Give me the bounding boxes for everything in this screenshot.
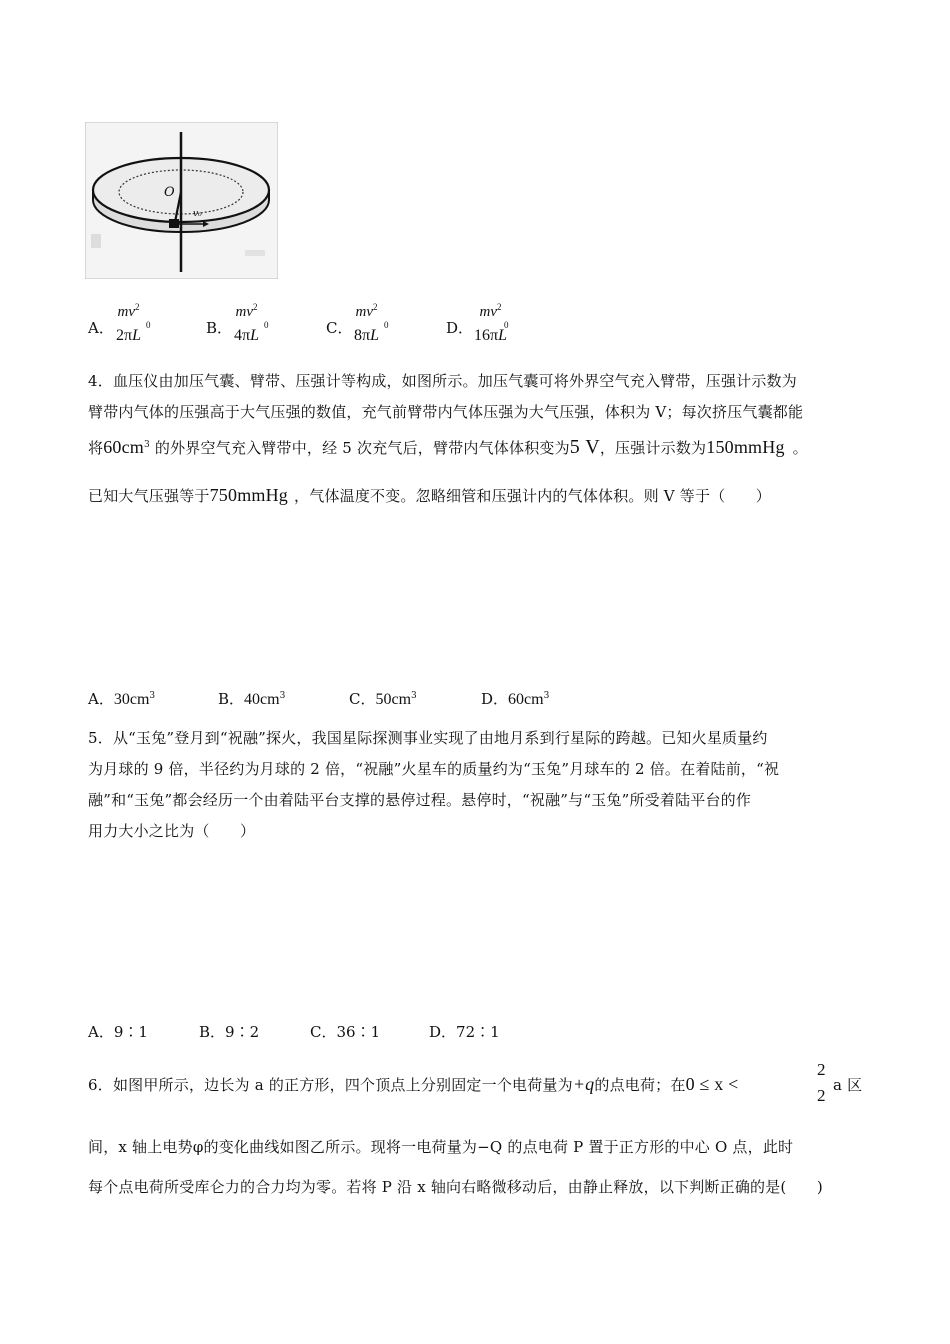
q4-line-3-prefix: 将 (88, 439, 104, 457)
q3-option-fraction (116, 302, 151, 345)
q3-option-letter: A． (88, 319, 114, 337)
q4-line-1: 4．血压仪由加压气囊、臂带、压强计等构成，如图所示。加压气囊可将外界空气充入臂带，压强计示数为 (88, 372, 797, 390)
q3-option-letter: B． (206, 319, 233, 337)
numerator-exponent: 2 (496, 302, 502, 312)
q4-option-value: 50cm (375, 691, 412, 708)
velocity-subscript: 0 (504, 320, 509, 330)
denominator-variable: L (250, 327, 259, 344)
q5-option-c: C．36∶1 (310, 1023, 381, 1041)
numerator-text: mv (355, 304, 373, 320)
q4-option-letter: D． (481, 690, 509, 708)
fraction-denominator (354, 327, 379, 345)
q6-charge-plus-q: +q (572, 1074, 595, 1094)
center-label-o: O (164, 185, 175, 200)
denominator-variable: L (498, 327, 507, 344)
fraction-denominator (474, 327, 507, 345)
q4-option (88, 688, 155, 709)
q3-option-letter: C． (326, 319, 353, 337)
q3-option-fraction (354, 302, 389, 345)
q4-option-exponent: 3 (149, 691, 156, 701)
numerator-exponent: 2 (372, 302, 378, 312)
numerator-exponent: 2 (134, 302, 140, 312)
denominator-coefficient: 2π (116, 327, 133, 344)
q4-volume-60: 60cm (103, 437, 144, 457)
q6-fraction-denominator: 2 (817, 1086, 826, 1105)
q6-line-3: 每个点电荷所受库仑力的合力均为零。若将 P 沿 x 轴向右略微移动后，由静止释放，以下判断正确的是( ) (88, 1178, 823, 1196)
numerator-text: mv (235, 304, 253, 320)
q6-line-1-suffix: a 区 (833, 1076, 863, 1094)
velocity-label: v₀ (193, 209, 202, 219)
q4-option-exponent: 3 (411, 691, 417, 701)
q4-line-2: 臂带内气体的压强高于大气压强的数值，充气前臂带内气体压强为大气压强，体积为 V；每次挤压气囊都能 (88, 403, 804, 421)
q5-line-3: 融”和“玉兔”都会经历一个由着陆平台支撑的悬停过程。悬停时，“祝融”与“玉兔”所受着陆平台的作 (88, 791, 752, 809)
disc-figure (85, 122, 278, 279)
q4-option-value: 60cm (508, 691, 544, 708)
q4-pressure-750: 750mmHg (209, 485, 289, 505)
q4-line-4-prefix: 已知大气压强等于 (88, 487, 210, 505)
denominator-coefficient: 8π (354, 327, 371, 344)
fraction-denominator (234, 327, 259, 345)
fraction-numerator (116, 304, 141, 321)
q6-line-1 (88, 1074, 739, 1095)
numerator-exponent: 2 (252, 302, 258, 312)
fraction-numerator (474, 304, 507, 321)
q4-option-letter: C． (349, 690, 376, 708)
q3-option-fraction (474, 304, 507, 345)
q5-option-a: A．9∶1 (88, 1023, 148, 1041)
q5-option-d: D．72∶1 (429, 1023, 500, 1041)
velocity-subscript: 0 (384, 320, 389, 330)
q4-line-3-mid-2: ，压强计示数为 (599, 439, 707, 457)
q4-option-value: 40cm (244, 691, 280, 708)
q4-volume-60-unit-sup: 3 (144, 440, 150, 450)
velocity-subscript: 0 (264, 320, 269, 330)
q5-line-2: 为月球的 9 倍，半径约为月球的 2 倍，“祝融”火星车的质量约为“玉兔”月球车的 2 倍。在着陆前，“祝 (88, 760, 780, 778)
q4-option (349, 688, 417, 709)
q4-line-3 (88, 436, 808, 459)
q4-line-3-mid: 的外界空气充入臂带中，经 5 次充气后，臂带内气体体积变为 (149, 439, 570, 457)
q5-option-b: B．9∶2 (199, 1023, 260, 1041)
disc-diagram (85, 122, 278, 279)
q4-option-exponent: 3 (543, 691, 550, 701)
numerator-text: mv (479, 304, 497, 320)
q4-line-4-rest: ，气体温度不变。忽略细管和压强计内的气体体积。则 V 等于（ ） (294, 487, 771, 505)
q3-option-fraction (234, 302, 269, 345)
q5-line-4: 用力大小之比为（ ） (88, 822, 256, 840)
denominator-coefficient: 4π (234, 327, 251, 344)
q4-pressure-150: 150mmHg (706, 437, 785, 457)
q4-line-3-end: 。 (792, 439, 808, 457)
q4-option-value: 30cm (113, 691, 150, 708)
q4-option-letter: B． (218, 690, 245, 708)
denominator-variable: L (132, 327, 141, 344)
q5-line-1: 5．从“玉兔”登月到“祝融”探火，我国星际探测事业实现了由地月系到行星际的跨越。已知火星质量约 (88, 729, 768, 747)
q4-option-letter: A． (88, 690, 114, 708)
q4-line-4 (88, 485, 771, 506)
q4-volume-5v: 5 V (569, 436, 600, 458)
q6-interval: 0 ≤ x < (685, 1074, 739, 1094)
denominator-variable: L (370, 327, 379, 344)
q4-option (218, 688, 285, 709)
q6-line-1-prefix: 6．如图甲所示，边长为 a 的正方形，四个顶点上分别固定一个电荷量为 (88, 1076, 573, 1094)
q6-line-2: 间，x 轴上电势φ的变化曲线如图乙所示。现将一电荷量为−Q 的点电荷 P 置于正方形的中心 O 点，此时 (88, 1138, 794, 1156)
fraction-denominator (116, 327, 141, 345)
numerator-text: mv (117, 304, 135, 320)
q3-option-letter: D． (446, 319, 474, 337)
q6-line-1-mid: 的点电荷；在 (594, 1076, 686, 1094)
q4-option-exponent: 3 (279, 691, 286, 701)
q4-option (481, 688, 549, 709)
fraction-numerator (354, 304, 379, 321)
velocity-subscript: 0 (146, 320, 151, 330)
denominator-coefficient: 16π (474, 327, 499, 344)
q6-fraction-numerator: 2 (817, 1060, 826, 1079)
fraction-numerator (234, 304, 259, 321)
